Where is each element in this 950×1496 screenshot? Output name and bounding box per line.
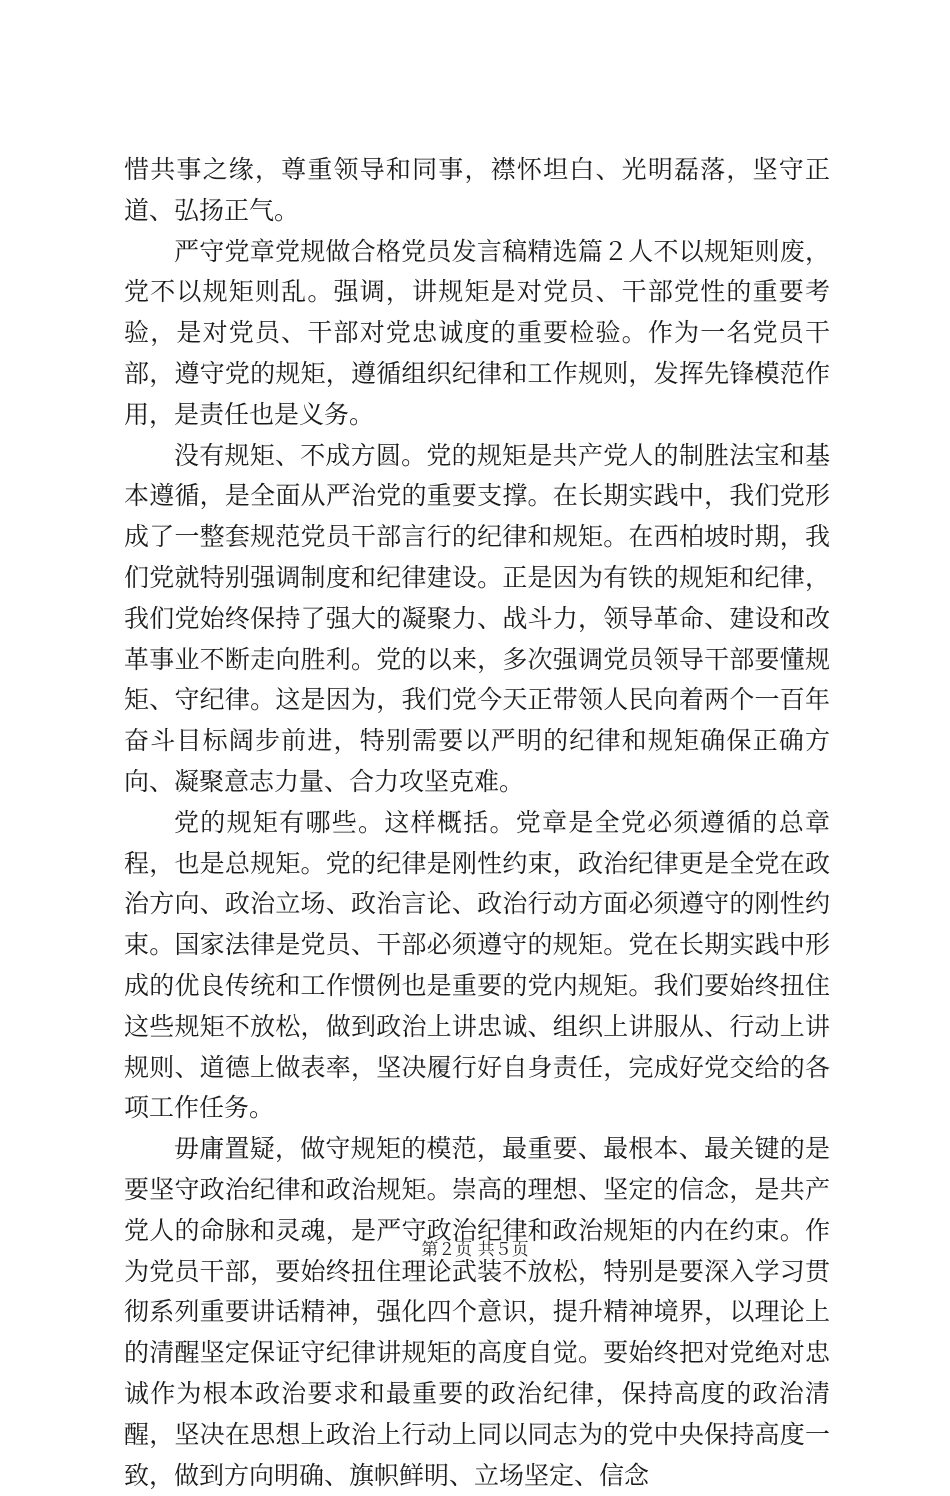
paragraph-5: 毋庸置疑，做守规矩的模范，最重要、最根本、最关键的是要坚守政治纪律和政治规矩。崇高的理想、坚定的信念，是共产党人的命脉和灵魂，是严守政治纪律和政治规矩的内在约束。作为党员干部，要始终扭住理论武装不放松，特别是要深入学习贯彻系列重要讲话精神，强化四个意识，提升精神境界，以理论上的清醒坚定保证守纪律讲规矩的高度自觉。要始终把对党绝对忠诚作为根本政治要求和最重要的政治纪律，保持高度的政治清醒，坚决在思想上政治上行动上同以同志为的党中央保持高度一致，做到方向明确、旗帜鲜明、立场坚定、信念	[124, 1134, 830, 1490]
paragraph-1: 惜共事之缘，尊重领导和同事，襟怀坦白、光明磊落，坚守正道、弘扬正气。	[124, 155, 830, 225]
page-number-footer: 第２页 共５页	[421, 1240, 529, 1260]
paragraph-4: 党的规矩有哪些。这样概括。党章是全党必须遵循的总章程，也是总规矩。党的纪律是刚性约束，政治纪律更是全党在政治方向、政治立场、政治言论、政治行动方面必须遵守的刚性约束。国家法律是党员、干部必须遵守的规矩。党在长期实践中形成的优良传统和工作惯例也是重要的党内规矩。我们要始终扭住这些规矩不放松，做到政治上讲忠诚、组织上讲服从、行动上讲规则、道德上做表率，坚决履行好自身责任，完成好党交给的各项工作任务。	[124, 807, 830, 1123]
document-body	[124, 150, 830, 1496]
paragraph-3: 没有规矩、不成方圆。党的规矩是共产党人的制胜法宝和基本遵循，是全面从严治党的重要支撑。在长期实践中，我们党形成了一整套规范党员干部言行的纪律和规矩。在西柏坡时期，我们党就特别强调制度和纪律建设。正是因为有铁的规矩和纪律，我们党始终保持了强大的凝聚力、战斗力，领导革命、建设和改革事业不断走向胜利。党的以来，多次强调党员领导干部要懂规矩、守纪律。这是因为，我们党今天正带领人民向着两个一百年奋斗目标阔步前进，特别需要以严明的纪律和规矩确保正确方向、凝聚意志力量、合力攻坚克难。	[124, 440, 830, 796]
paragraph-2: 严守党章党规做合格党员发言稿精选篇２人不以规矩则废，党不以规矩则乱。强调，讲规矩是对党员、干部党性的重要考验，是对党员、干部对党忠诚度的重要检验。作为一名党员干部，遵守党的规矩，遵循组织纪律和工作规则，发挥先锋模范作用，是责任也是义务。	[124, 236, 830, 429]
